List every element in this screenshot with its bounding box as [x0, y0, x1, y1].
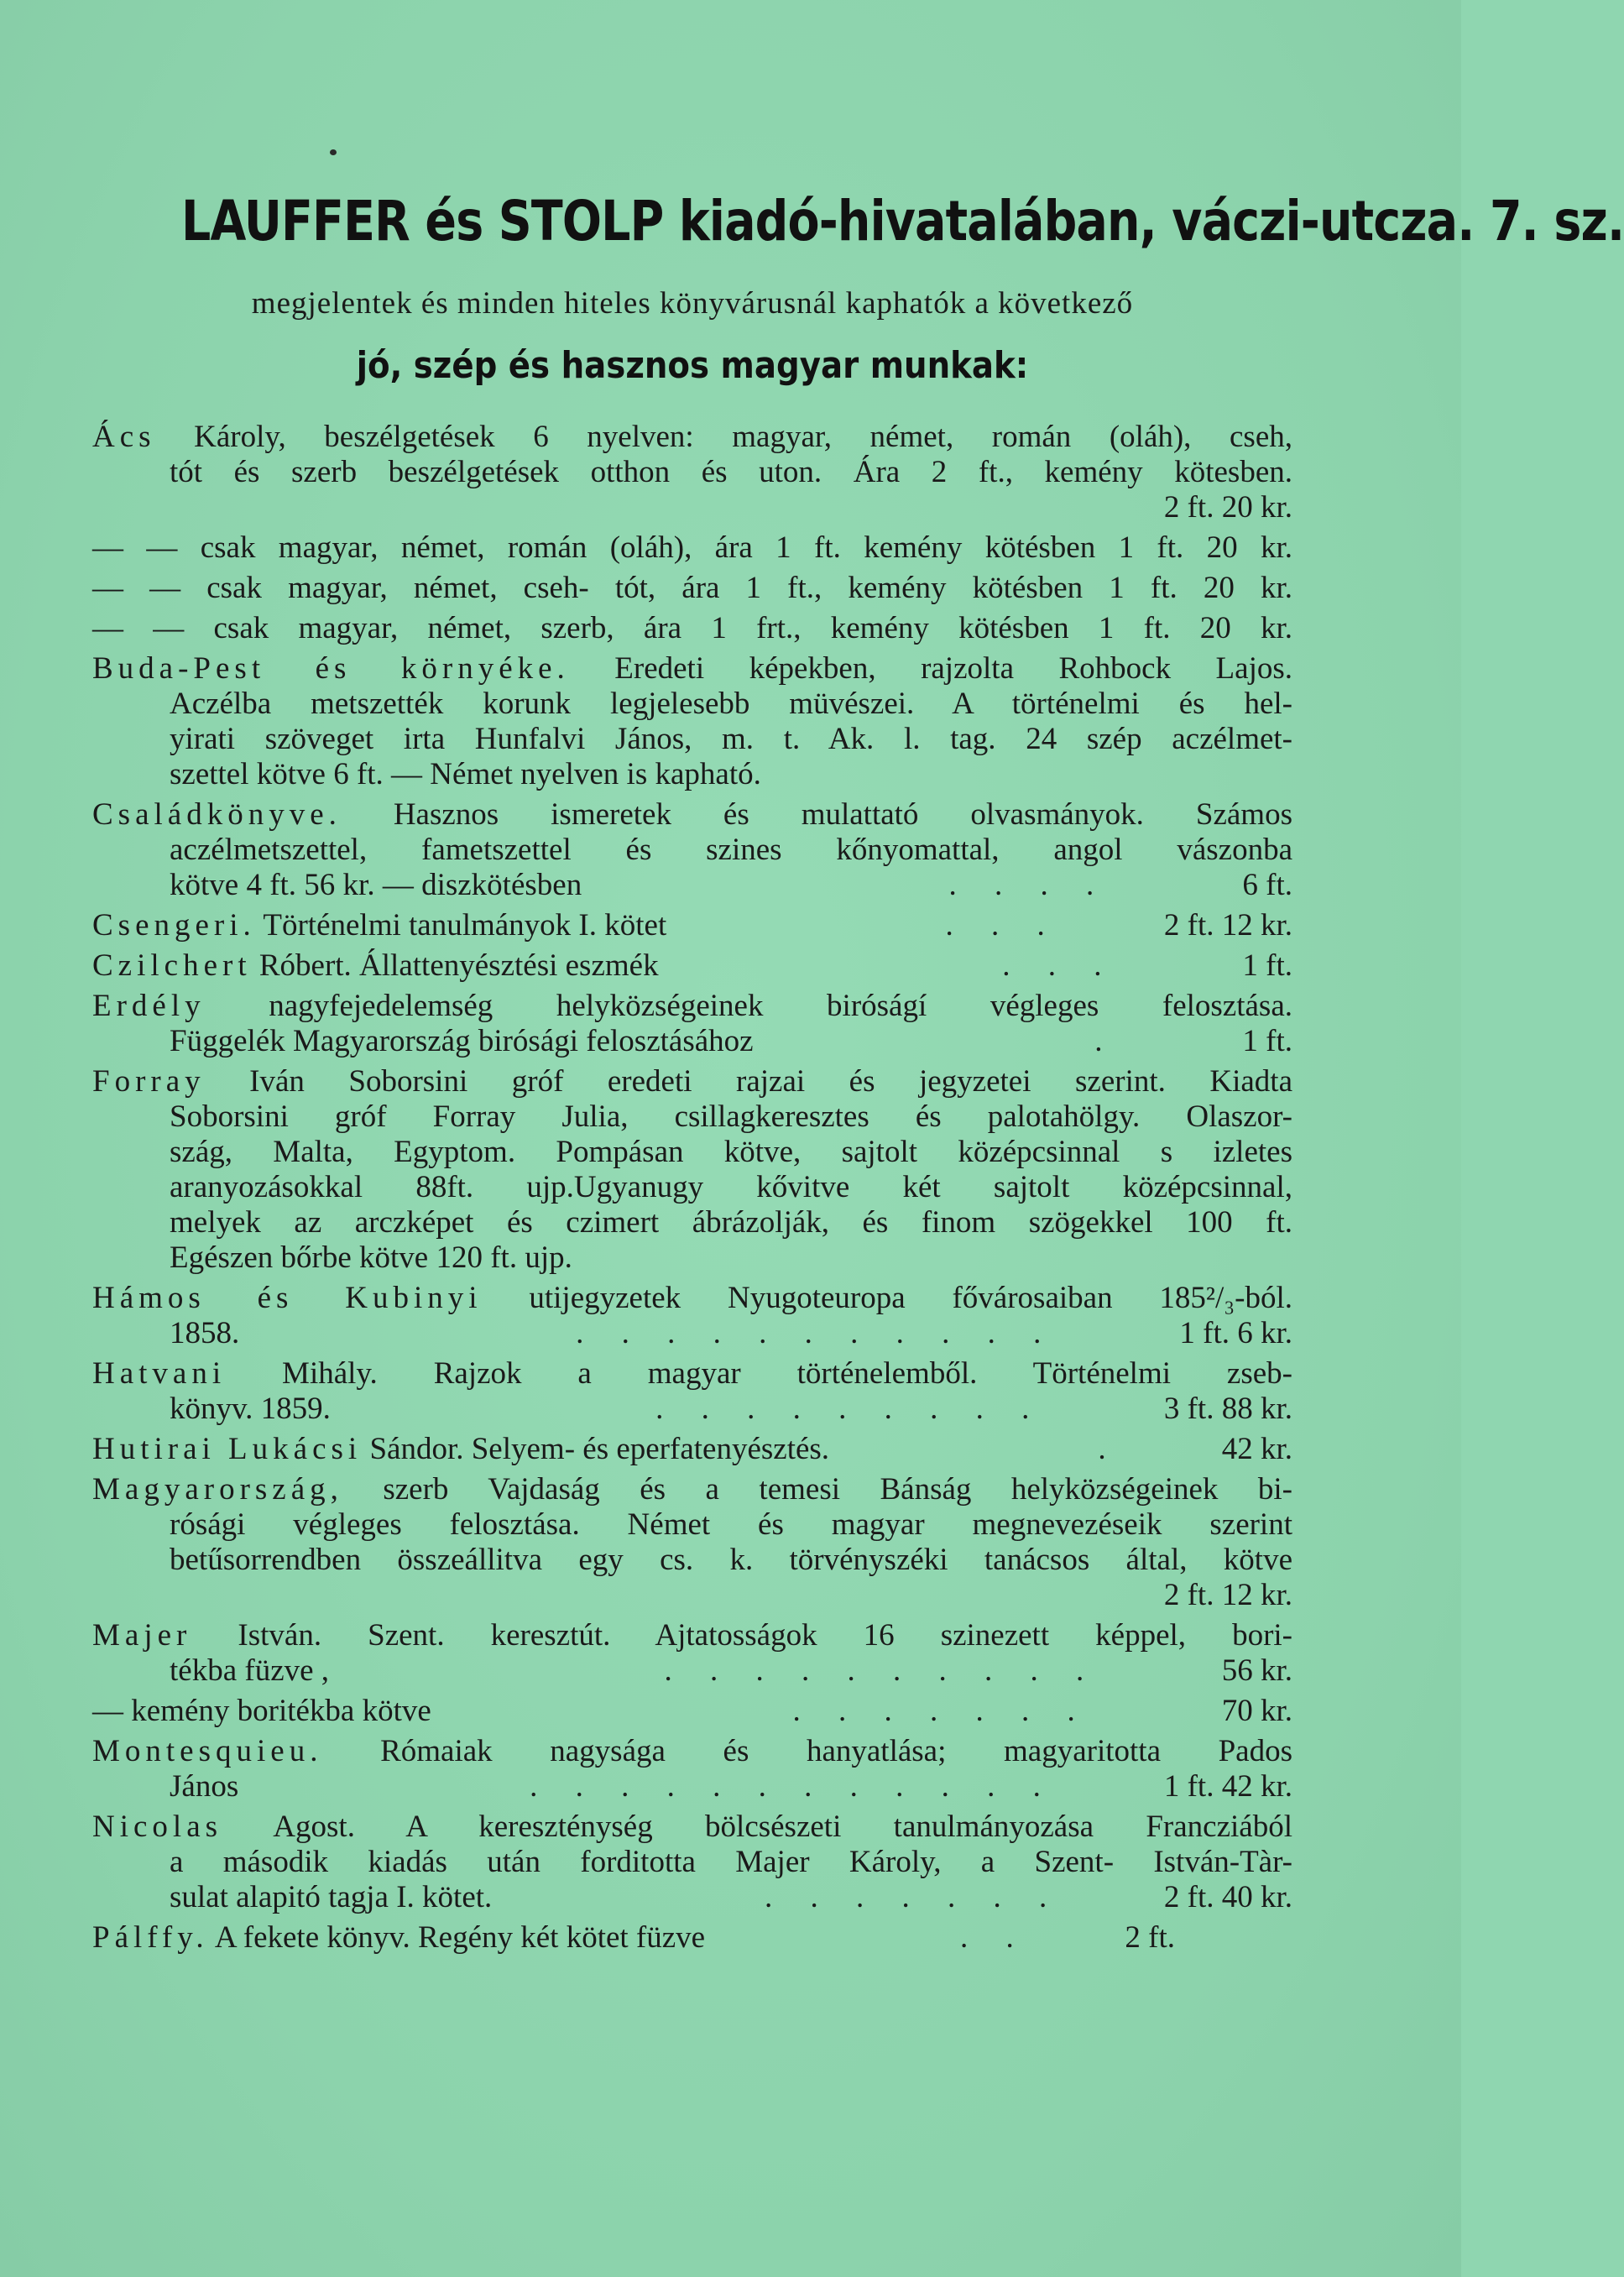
leader-dots: . [1098, 1432, 1121, 1466]
entry-author: Magyarország, [92, 1472, 343, 1507]
entry-author: Ács [92, 420, 156, 454]
entry-title-group [92, 1432, 997, 1467]
list-item [92, 1810, 1292, 1915]
entry-price: 70 kr. [1221, 1694, 1292, 1728]
entry-author: Buda-Pest és környéke. [92, 651, 570, 686]
entry-author: Hutirai Lukácsi [92, 1432, 363, 1466]
entry-price: 2 ft. 12 kr. [1163, 1578, 1292, 1612]
entry-line: aranyozásokkal 88ft. ujp.Ugyanugy kővitve két sajtolt középcsinnal, [170, 1170, 1292, 1204]
entry-line [92, 420, 1292, 455]
entry-text: István. Szent. keresztút. Ajtatosságok 16 szinezett képpel, bori- [191, 1618, 1292, 1653]
entry-line [92, 1281, 1292, 1316]
entry-line: yirati szöveget irta Hunfalvi János, m. t. Ak. l. tag. 24 szép aczélmet- [170, 722, 1292, 756]
leader-dots: . . . . . . . [765, 1880, 1063, 1914]
ink-speck [330, 149, 337, 155]
entry-line [92, 948, 1292, 984]
entry-text: Eredeti képekben, rajzolta Rohbock Lajos. [569, 651, 1292, 686]
list-item [92, 571, 1292, 606]
entry-author: Hámos és Kubinyi [92, 1281, 483, 1315]
list-item [92, 989, 1292, 1059]
leader-dots: . [1094, 1024, 1118, 1058]
entry-line [92, 908, 1292, 943]
entry-line: szettel kötve 6 ft. — Német nyelven is kapható. [170, 757, 761, 791]
entry-line: Soborsini gróf Forray Julia, csillagkeresztes és palotahölgy. Olaszor- [170, 1099, 1292, 1134]
entry-text: Függelék Magyarország birósági felosztásához [170, 1024, 754, 1058]
entry-line: melyek az arczképet és czimert ábrázolják, és finom szögekkel 100 ft. [170, 1205, 1292, 1240]
intro-line: megjelentek és minden hiteles könyvárusnál kaphatók a következő [251, 286, 1134, 321]
entry-line [92, 1392, 1292, 1427]
entry-text: Történelmi tanulmányok I. kötet [255, 908, 667, 943]
leader-dots: . . . [945, 908, 1060, 943]
entry-price: 1 ft. [1242, 948, 1292, 983]
leader-dots: . . . [1002, 948, 1117, 983]
entry-line [92, 1694, 1292, 1729]
entry-price: 1 ft. 42 kr. [1163, 1769, 1292, 1804]
entry-text: könyv. 1859. [170, 1392, 331, 1426]
entry-line [92, 1734, 1292, 1769]
entry-line [92, 1920, 1292, 1956]
list-item [92, 1064, 1292, 1276]
list-item [92, 1432, 1292, 1467]
entry-line [92, 1769, 1292, 1804]
list-item [92, 908, 1292, 943]
entry-price: 2 ft. [1125, 1920, 1176, 1955]
entry-author: Családkönyve. [92, 797, 342, 832]
entry-text: — kemény boritékba kötve [92, 1694, 431, 1728]
publisher-headline: LAUFFER és STOLP kiadó-hivatalában, váczi-utcza. 7. sz. [181, 189, 1624, 253]
entry-text: Károly, beszélgetések 6 nyelven: magyar, német, román (oláh), cseh, [155, 420, 1292, 454]
leader-dots: . . . . . . . . . . . . [530, 1769, 1056, 1804]
entry-line [92, 797, 1292, 833]
leader-dots: . . . . [948, 868, 1110, 902]
entry-text: tékba füzve , [170, 1653, 330, 1688]
entry-line [92, 1356, 1292, 1392]
list-item [92, 797, 1292, 903]
entry-text: Sándor. Selyem- és eperfatenyésztés. [362, 1432, 830, 1466]
leader-dots: . . . . . . . . . . . [576, 1316, 1057, 1350]
entry-text: Agost. A kereszténység bölcsészeti tanulmányozása Francziából [222, 1810, 1292, 1844]
entry-text: Rómaiak nagysága és hanyatlása; magyaritotta Pados [322, 1734, 1292, 1768]
entry-price: 42 kr. [1221, 1432, 1292, 1466]
entry-price: 56 kr. [1221, 1653, 1293, 1688]
list-item [92, 420, 1292, 525]
list-item [92, 1694, 1292, 1729]
entry-title-group [92, 1920, 864, 1956]
entry-price: 3 ft. 88 kr. [1163, 1392, 1292, 1426]
list-item [92, 530, 1292, 566]
entry-line: szág, Malta, Egyptom. Pompásan kötve, sajtolt középcsinnal s izletes [170, 1135, 1292, 1169]
entry-author: Csengeri. [92, 908, 256, 943]
entry-line: tót és szerb beszélgetések otthon és uton. Ára 2 ft., kemény kötesben. [170, 455, 1292, 489]
entry-text: kötve 4 ft. 56 kr. — diszkötésben [170, 868, 582, 902]
entry-price: 2 ft. 40 kr. [1163, 1880, 1293, 1914]
entry-line: Egészen bőrbe kötve 120 ft. ujp. [170, 1240, 572, 1275]
list-item [92, 1356, 1292, 1427]
entry-line: Aczélba metszették korunk legjelesebb müvészei. A történelmi és hel- [170, 687, 1292, 721]
entry-title-group [92, 908, 841, 943]
entry-line [92, 1472, 1292, 1507]
entry-line [92, 1432, 1292, 1467]
entry-line [92, 868, 1292, 903]
entry-text: 1858. [170, 1316, 240, 1350]
leader-dots: . . . . . . . . . . [664, 1653, 1099, 1688]
catalog-subtitle: jó, szép és hasznos magyar munkak: [356, 344, 1029, 387]
entry-author: Pálffy. [92, 1920, 209, 1955]
entry-text: sulat alapitó tagja I. kötet. [170, 1880, 493, 1914]
entry-line: rósági végleges felosztása. Német és magyar megnevezéseik szerint [170, 1507, 1292, 1542]
entry-line [92, 1810, 1292, 1845]
entry-text: János [170, 1769, 239, 1804]
entry-text: Hasznos ismeretek és mulattató olvasmányok. Számos [341, 797, 1292, 832]
entry-line [92, 1064, 1292, 1099]
entry-line: betűsorrendben összeállitva egy cs. k. törvényszéki tanácsos által, kötve [170, 1543, 1292, 1577]
book-list [92, 420, 1292, 1961]
entry-text: A fekete könyv. Regény két kötet füzve [208, 1920, 706, 1955]
entry-text: Iván Soborsini gróf eredeti rajzai és jegyzetei szerint. Kiadta [205, 1064, 1292, 1099]
entry-line [92, 1316, 1292, 1351]
entry-line [92, 1618, 1292, 1653]
list-item [92, 948, 1292, 984]
entry-line [92, 989, 1292, 1024]
entry-price: 2 ft. 20 kr. [1163, 490, 1292, 525]
leader-dots: . . . . . . . . . [655, 1392, 1045, 1426]
entry-price: 1 ft. 6 kr. [1179, 1316, 1293, 1350]
entry-line: — — csak magyar, német, szerb, ára 1 frt., kemény kötésben 1 ft. 20 kr. [92, 611, 1292, 645]
entry-price: 6 ft. [1242, 868, 1293, 902]
entry-author: Majer [92, 1618, 192, 1653]
entry-line: — — csak magyar, német, cseh- tót, ára 1 ft., kemény kötésben 1 ft. 20 kr. [92, 571, 1292, 605]
list-item [92, 651, 1292, 792]
entry-line [92, 651, 1292, 687]
leader-dots: . . . . . . . [792, 1694, 1090, 1728]
entry-title-group [92, 948, 876, 984]
entry-author: Montesquieu. [92, 1734, 323, 1768]
list-item [92, 1920, 1292, 1956]
entry-line: a második kiadás után forditotta Majer Károly, a Szent- István-Tàr- [170, 1845, 1292, 1879]
entry-line [92, 1024, 1292, 1059]
list-item [92, 1734, 1292, 1804]
entry-text: szerb Vajdaság és a temesi Bánság helyközségeinek bi- [342, 1472, 1292, 1507]
entry-author: Hatvani [92, 1356, 227, 1391]
leader-dots: . . [960, 1920, 1029, 1955]
entry-text: Mihály. Rajzok a magyar történelemből. Történelmi zseb- [226, 1356, 1292, 1391]
entry-author: Czilchert [92, 948, 252, 983]
entry-author: Forray [92, 1064, 206, 1099]
entry-text: utijegyzetek Nyugoteuropa fővárosaiban 185²/₃-ból. [482, 1281, 1292, 1315]
entry-line: aczélmetszettel, fametszettel és szines kőnyomattal, angol vászonba [170, 833, 1292, 867]
entry-price: 1 ft. [1242, 1024, 1292, 1058]
list-item [92, 1281, 1292, 1351]
entry-text: Róbert. Állattenyésztési eszmék [251, 948, 659, 983]
entry-price: 2 ft. 12 kr. [1163, 908, 1293, 943]
list-item [92, 611, 1292, 646]
list-item [92, 1618, 1292, 1689]
entry-line [92, 1653, 1292, 1689]
entry-text: nagyfejedelemség helyközségeinek biróságí végleges felosztása. [205, 989, 1292, 1023]
list-item [92, 1472, 1292, 1613]
entry-line [92, 1880, 1292, 1915]
entry-author: Nicolas [92, 1810, 223, 1844]
entry-line: — — csak magyar, német, román (oláh), ára 1 ft. kemény kötésben 1 ft. 20 kr. [92, 530, 1292, 565]
entry-author: Erdély [92, 989, 206, 1023]
